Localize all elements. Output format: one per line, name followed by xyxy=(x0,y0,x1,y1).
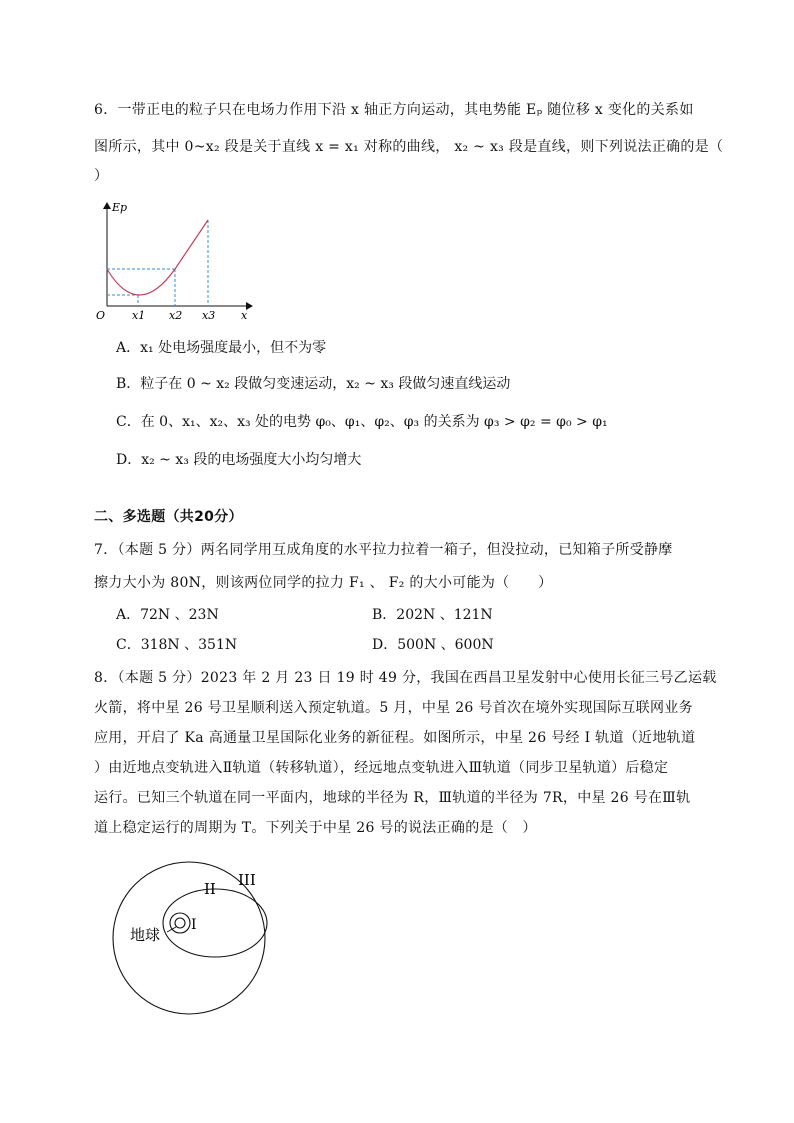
earth-label: 地球 xyxy=(130,926,161,944)
q7-stem-line2: 擦力大小为 80N，则该两位同学的拉力 F₁ 、 F₂ 的大小可能为（ ） xyxy=(94,575,553,591)
orbit-1 xyxy=(170,913,190,933)
orbit-1-label: I xyxy=(191,917,197,933)
q6-ep-graph xyxy=(94,195,264,325)
q8-stem-line2: 火箭，将中星 26 号卫星顺利送入预定轨道。5 月，中星 26 号首次在境外实现国际互联网业务 xyxy=(94,700,693,716)
tick-x1: x1 xyxy=(132,309,146,322)
q6-stem-line1: 6．一带正电的粒子只在电场力作用下沿 x 轴正方向运动，其电势能 Eₚ 随位移 x 变化的关系如 xyxy=(94,102,694,118)
q8-stem-line4: ）由近地点变轨进入Ⅱ轨道（转移轨道），经远地点变轨进入Ⅲ轨道（同步卫星轨道）后稳定 xyxy=(94,760,669,776)
tick-x3: x3 xyxy=(202,309,216,322)
q6-stem-line2: 图所示，其中 0~x₂ 段是关于直线 x = x₁ 对称的曲线， x₂ ~ x₃ 段是直线，则下列说法正确的是（ xyxy=(94,139,724,155)
orbit-2 xyxy=(163,889,267,957)
q7-option-a[interactable]: A．72N 、23N xyxy=(116,607,219,623)
origin-label: O xyxy=(96,309,106,322)
tick-x2: x2 xyxy=(169,309,183,322)
q8-orbit-diagram xyxy=(100,860,280,1020)
x-axis-label: x xyxy=(241,309,248,322)
q7-option-d[interactable]: D．500N 、600N xyxy=(372,637,494,653)
q8-stem-line1: 8．（本题 5 分）2023 年 2 月 23 日 19 时 49 分，我国在西昌卫星发射中心使用长征三号乙运载 xyxy=(94,670,717,686)
q8-stem-line3: 应用，开启了 Ka 高通量卫星国际化业务的新征程。如图所示，中星 26 号经 Ⅰ 轨道（近地轨道 xyxy=(94,730,696,746)
ep-curve xyxy=(107,220,208,295)
q7-stem-line1: 7．（本题 5 分）两名同学用互成角度的水平拉力拉着一箱子，但没拉动，已知箱子所受静摩 xyxy=(94,542,673,558)
y-axis-label: Ep xyxy=(112,201,128,214)
q6-option-b[interactable]: B．粒子在 0 ~ x₂ 段做匀变速运动，x₂ ~ x₃ 段做匀速直线运动 xyxy=(116,376,511,392)
earth xyxy=(175,918,185,928)
q6-option-a[interactable]: A．x₁ 处电场强度最小，但不为零 xyxy=(116,340,327,356)
orbit-3-label: III xyxy=(238,871,256,889)
q8-stem-line5: 运行。已知三个轨道在同一平面内，地球的半径为 R，Ⅲ轨道的半径为 7R，中星 26 号在Ⅲ轨 xyxy=(94,790,691,806)
q6-option-c[interactable]: C．在 0、x₁、x₂、x₃ 处的电势 φ₀、φ₁、φ₂、φ₃ 的关系为 φ₃ > φ₂ = φ₀ > φ₁ xyxy=(116,414,608,430)
q6-option-d[interactable]: D．x₂ ~ x₃ 段的电场强度大小均匀增大 xyxy=(116,452,362,468)
q8-stem-line6: 道上稳定运行的周期为 T。下列关于中星 26 号的说法正确的是（ ） xyxy=(94,820,537,836)
section-title: 二、多选题（共20分） xyxy=(94,509,243,525)
orbit-2-label: II xyxy=(204,880,216,898)
q7-option-b[interactable]: B．202N 、121N xyxy=(372,607,493,623)
q7-option-c[interactable]: C．318N 、351N xyxy=(116,637,238,653)
q6-stem-line3: ） xyxy=(94,168,109,184)
